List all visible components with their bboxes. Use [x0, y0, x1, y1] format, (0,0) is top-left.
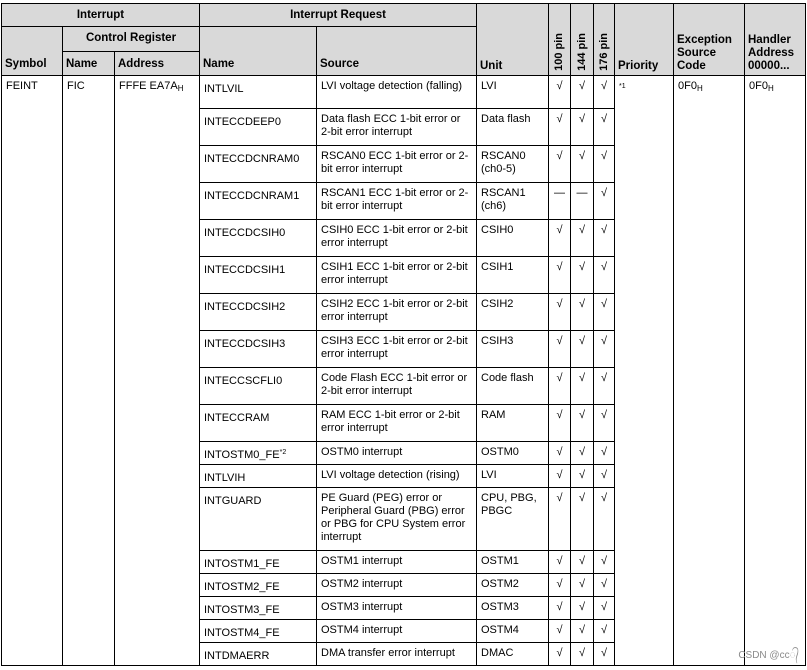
source-cell: RAM ECC 1-bit error or 2-bit error interrupt — [317, 405, 477, 442]
pin144-cell: √ — [571, 574, 594, 597]
source-cell: CSIH1 ECC 1-bit error or 2-bit error interrupt — [317, 257, 477, 294]
request-name-cell: INTOSTM0_FE$^{*2}$ — [200, 442, 317, 465]
pin176-cell: √ — [594, 220, 615, 257]
unit-cell: Data flash — [477, 109, 549, 146]
source-cell: OSTM0 interrupt — [317, 442, 477, 465]
handler-address-cell: $0F0_H$ — [745, 76, 806, 666]
exception-code-cell: $0F0_H$ — [674, 76, 745, 666]
pin144-cell: √ — [571, 551, 594, 574]
request-name-header: Name — [200, 27, 317, 76]
unit-cell: DMAC — [477, 643, 549, 666]
request-name-cell: INTECCDCNRAM0 — [200, 146, 317, 183]
pin144-cell: √ — [571, 643, 594, 666]
pin100-cell: √ — [549, 643, 571, 666]
unit-cell: Code flash — [477, 368, 549, 405]
pin176-cell: √ — [594, 76, 615, 109]
request-name-cell: INTECCSCFLI0 — [200, 368, 317, 405]
source-header: Source — [317, 27, 477, 76]
pin100-cell: √ — [549, 620, 571, 643]
cr-address-cell: FFFE $EA7A_H$ — [115, 76, 200, 666]
pin176-cell: √ — [594, 574, 615, 597]
request-name-cell: INTECCRAM — [200, 405, 317, 442]
cr-name-header: Name — [63, 52, 115, 76]
request-name-cell: INTECCDCSIH2 — [200, 294, 317, 331]
request-name-cell: INTDMAERR — [200, 643, 317, 666]
interrupt-table — [1, 3, 806, 666]
unit-cell: LVI — [477, 76, 549, 109]
source-cell: OSTM1 interrupt — [317, 551, 477, 574]
unit-cell: OSTM3 — [477, 597, 549, 620]
request-name-cell: INTECCDEEP0 — [200, 109, 317, 146]
unit-cell: CSIH1 — [477, 257, 549, 294]
pin176-cell: √ — [594, 442, 615, 465]
pin100-cell: √ — [549, 405, 571, 442]
unit-cell: LVI — [477, 465, 549, 488]
source-cell: RSCAN0 ECC 1-bit error or 2-bit error interrupt — [317, 146, 477, 183]
pin144-cell: √ — [571, 488, 594, 551]
interrupt-group-header: Interrupt — [2, 4, 200, 27]
unit-cell: OSTM0 — [477, 442, 549, 465]
pin100-cell: √ — [549, 294, 571, 331]
request-name-cell: INTLVIL — [200, 76, 317, 109]
table-row — [2, 76, 806, 109]
request-name-cell: INTOSTM4_FE — [200, 620, 317, 643]
pin100-cell: √ — [549, 146, 571, 183]
interrupt-request-group-header: Interrupt Request — [200, 4, 477, 27]
pin176-cell: √ — [594, 331, 615, 368]
pin144-cell: √ — [571, 76, 594, 109]
pin176-cell: √ — [594, 488, 615, 551]
pin100-cell: √ — [549, 220, 571, 257]
source-cell: CSIH2 ECC 1-bit error or 2-bit error interrupt — [317, 294, 477, 331]
pin100-cell: √ — [549, 465, 571, 488]
pin100-cell: √ — [549, 551, 571, 574]
pin176-cell: √ — [594, 643, 615, 666]
pin100-cell: √ — [549, 368, 571, 405]
pin144-cell: √ — [571, 597, 594, 620]
request-name-cell: INTECCDCSIH1 — [200, 257, 317, 294]
pin100-header: 100 pin — [549, 4, 571, 76]
unit-cell: CSIH0 — [477, 220, 549, 257]
pin144-cell: √ — [571, 368, 594, 405]
source-cell: Data flash ECC 1-bit error or 2-bit error interrupt — [317, 109, 477, 146]
pin176-cell: √ — [594, 597, 615, 620]
unit-cell: CSIH3 — [477, 331, 549, 368]
pin176-cell: √ — [594, 257, 615, 294]
pin176-cell: √ — [594, 109, 615, 146]
source-cell: OSTM4 interrupt — [317, 620, 477, 643]
pin144-cell: √ — [571, 405, 594, 442]
cr-name-cell: FIC — [63, 76, 115, 666]
pin100-cell: √ — [549, 442, 571, 465]
pin144-cell: √ — [571, 294, 594, 331]
unit-cell: CSIH2 — [477, 294, 549, 331]
pin176-cell: √ — [594, 368, 615, 405]
source-cell: OSTM3 interrupt — [317, 597, 477, 620]
pin176-cell: √ — [594, 183, 615, 220]
source-cell: CSIH3 ECC 1-bit error or 2-bit error interrupt — [317, 331, 477, 368]
source-cell: Code Flash ECC 1-bit error or 2-bit error interrupt — [317, 368, 477, 405]
unit-header: Unit — [477, 4, 549, 76]
pin176-cell: √ — [594, 405, 615, 442]
pin100-cell: √ — [549, 574, 571, 597]
request-name-cell: INTECCDCNRAM1 — [200, 183, 317, 220]
request-name-cell: INTOSTM3_FE — [200, 597, 317, 620]
unit-cell: RSCAN0 (ch0-5) — [477, 146, 549, 183]
exception-source-code-header: Exception Source Code — [674, 4, 745, 76]
pin100-cell: √ — [549, 109, 571, 146]
pin100-cell: √ — [549, 257, 571, 294]
unit-cell: OSTM1 — [477, 551, 549, 574]
pin144-cell: √ — [571, 620, 594, 643]
pin144-cell: √ — [571, 146, 594, 183]
pin100-cell: √ — [549, 76, 571, 109]
unit-cell: RAM — [477, 405, 549, 442]
request-name-cell: INTECCDCSIH0 — [200, 220, 317, 257]
source-cell: OSTM2 interrupt — [317, 574, 477, 597]
source-cell: CSIH0 ECC 1-bit error or 2-bit error interrupt — [317, 220, 477, 257]
table-body — [2, 76, 806, 666]
unit-cell: CPU, PBG, PBGC — [477, 488, 549, 551]
pin176-cell: √ — [594, 620, 615, 643]
pin144-cell: √ — [571, 220, 594, 257]
pin100-cell: √ — [549, 597, 571, 620]
pin176-header: 176 pin — [594, 4, 615, 76]
priority-cell: *1 — [615, 76, 674, 666]
pin176-cell: √ — [594, 146, 615, 183]
request-name-cell: INTOSTM2_FE — [200, 574, 317, 597]
pin144-cell: √ — [571, 465, 594, 488]
cr-address-header: Address — [115, 52, 200, 76]
pin144-cell: √ — [571, 257, 594, 294]
request-name-cell: INTOSTM1_FE — [200, 551, 317, 574]
pin144-cell: √ — [571, 331, 594, 368]
pin176-cell: √ — [594, 465, 615, 488]
source-cell: RSCAN1 ECC 1-bit error or 2-bit error interrupt — [317, 183, 477, 220]
pin144-cell: √ — [571, 109, 594, 146]
source-cell: DMA transfer error interrupt — [317, 643, 477, 666]
pin176-cell: √ — [594, 551, 615, 574]
pin176-cell: √ — [594, 294, 615, 331]
control-register-header: Control Register — [63, 27, 200, 52]
priority-header: Priority — [615, 4, 674, 76]
source-cell: PE Guard (PEG) error or Peripheral Guard (PBG) error or PBG for CPU System error interrupt — [317, 488, 477, 551]
request-name-cell: INTGUARD — [200, 488, 317, 551]
pin100-cell: √ — [549, 331, 571, 368]
unit-cell: OSTM2 — [477, 574, 549, 597]
symbol-header: Symbol — [2, 27, 63, 76]
pin144-cell: — — [571, 183, 594, 220]
request-name-cell: INTLVIH — [200, 465, 317, 488]
pin144-header: 144 pin — [571, 4, 594, 76]
handler-address-header: Handler Address 00000... — [745, 4, 806, 76]
request-name-cell: INTECCDCSIH3 — [200, 331, 317, 368]
unit-cell: RSCAN1 (ch6) — [477, 183, 549, 220]
unit-cell: OSTM4 — [477, 620, 549, 643]
pin144-cell: √ — [571, 442, 594, 465]
source-cell: LVI voltage detection (falling) — [317, 76, 477, 109]
symbol-cell: FEINT — [2, 76, 63, 666]
watermark: CSDN @cc᭄ — [738, 650, 799, 661]
pin100-cell: √ — [549, 488, 571, 551]
source-cell: LVI voltage detection (rising) — [317, 465, 477, 488]
pin100-cell: — — [549, 183, 571, 220]
